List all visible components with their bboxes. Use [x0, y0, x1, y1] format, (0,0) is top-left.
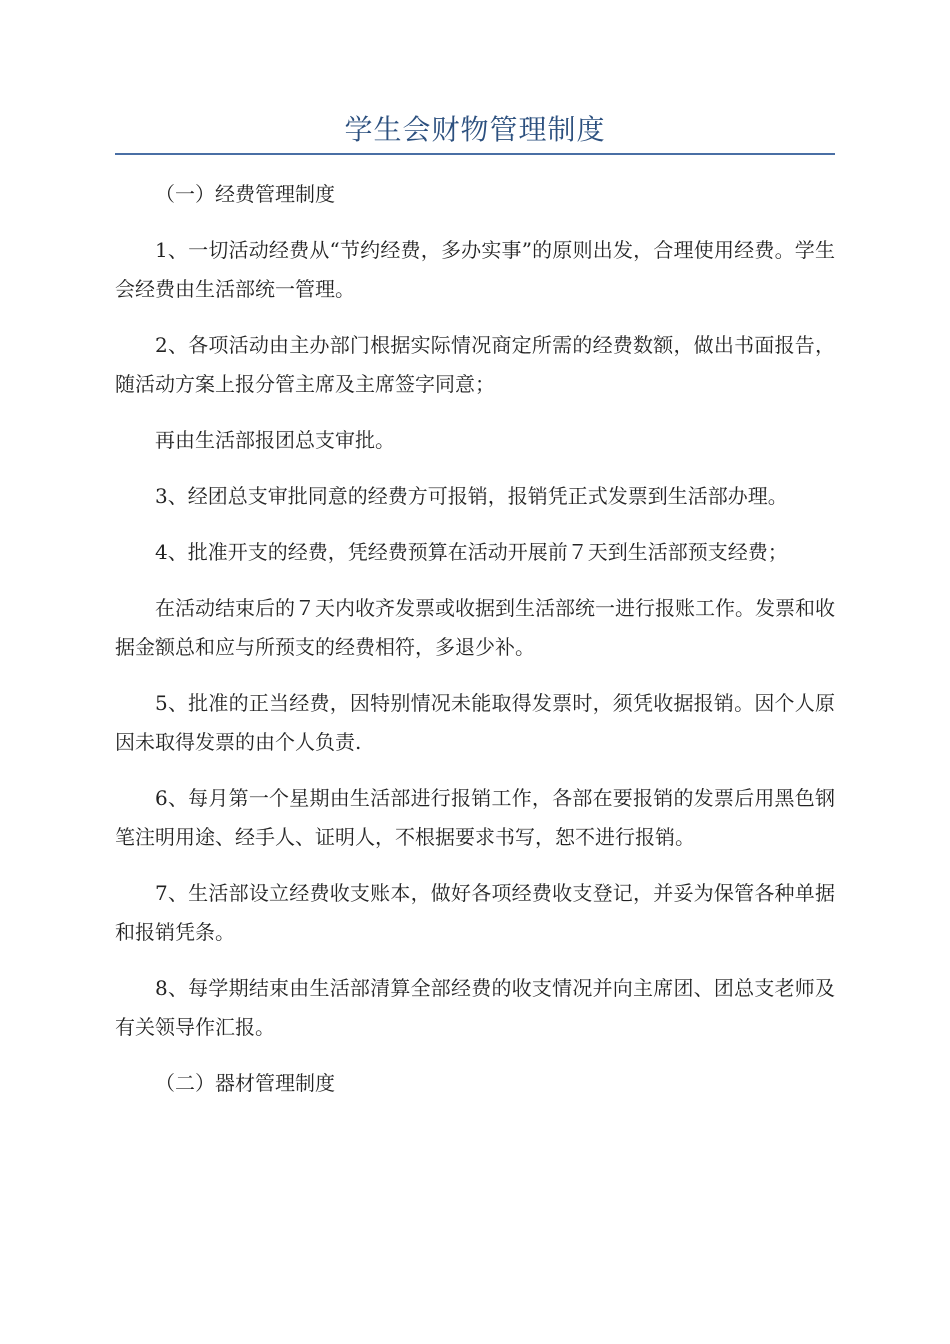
paragraph: 1、一切活动经费从“节约经费，多办实事”的原则出发，合理使用经费。学生会经费由生活部统一管理。 — [115, 238, 835, 301]
paragraph: 7、生活部设立经费收支账本，做好各项经费收支登记，并妥为保管各种单据和报销凭条。 — [115, 881, 835, 944]
document-body — [115, 175, 835, 1120]
paragraph: 5、批准的正当经费，因特别情况未能取得发票时，须凭收据报销。因个人原因未取得发票的由个人负责. — [115, 691, 835, 754]
paragraph: 2、各项活动由主办部门根据实际情况商定所需的经费数额，做出书面报告，随活动方案上报分管主席及主席签字同意； — [115, 333, 835, 396]
paragraph: 6、每月第一个星期由生活部进行报销工作，各部在要报销的发票后用黑色钢笔注明用途、经手人、证明人，不根据要求书写，恕不进行报销。 — [115, 786, 835, 849]
title-underline — [115, 153, 835, 155]
paragraph: 8、每学期结束由生活部清算全部经费的收支情况并向主席团、团总支老师及有关领导作汇报。 — [115, 976, 835, 1039]
section-heading-equipment: （二）器材管理制度 — [155, 1071, 335, 1095]
document-title: 学生会财物管理制度 — [344, 113, 606, 146]
paragraph: 3、经团总支审批同意的经费方可报销，报销凭正式发票到生活部办理。 — [155, 484, 788, 508]
section-heading-funds: （一）经费管理制度 — [155, 182, 335, 206]
paragraph: 再由生活部报团总支审批。 — [155, 428, 395, 452]
paragraph: 4、批准开支的经费，凭经费预算在活动开展前７天到生活部预支经费； — [155, 540, 788, 564]
paragraph: 在活动结束后的７天内收齐发票或收据到生活部统一进行报账工作。发票和收据金额总和应与所预支的经费相符，多退少补。 — [115, 596, 835, 659]
